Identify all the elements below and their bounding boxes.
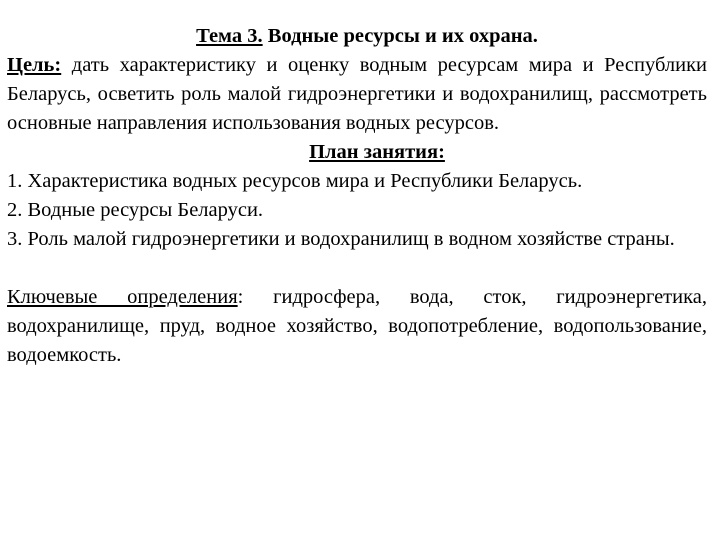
plan-item-2: 2. Водные ресурсы Беларуси. — [7, 199, 264, 221]
definitions-text: : гидросфера, вода, сток, гидроэнергетика, водохранилище, пруд, водное хозяйство, водопотребление, водопользование, водоемкость. — [7, 286, 707, 366]
goal-label: Цель: — [7, 54, 62, 76]
plan-item-3: 3. Роль малой гидроэнергетики и водохранилищ в водном хозяйстве страны. — [7, 228, 675, 250]
spacer — [7, 254, 707, 283]
definitions-label: Ключевые определения — [7, 286, 238, 308]
goal-text: дать характеристику и оценку водным ресурсам мира и Республики Беларусь, осветить роль малой гидроэнергетики и водохранилищ, рассмотреть основные направления использования водных ресурсов. — [7, 54, 707, 134]
page-title — [7, 22, 707, 51]
slide-content — [7, 22, 707, 370]
plan-item-1: 1. Характеристика водных ресурсов мира и Республики Беларусь. — [7, 170, 583, 192]
definitions-paragraph — [7, 283, 707, 370]
title-lead: Тема 3. — [196, 25, 263, 47]
title-text: Водные ресурсы и их охрана. — [262, 25, 538, 47]
plan-heading: План занятия: — [309, 141, 445, 163]
goal-paragraph — [7, 51, 707, 138]
